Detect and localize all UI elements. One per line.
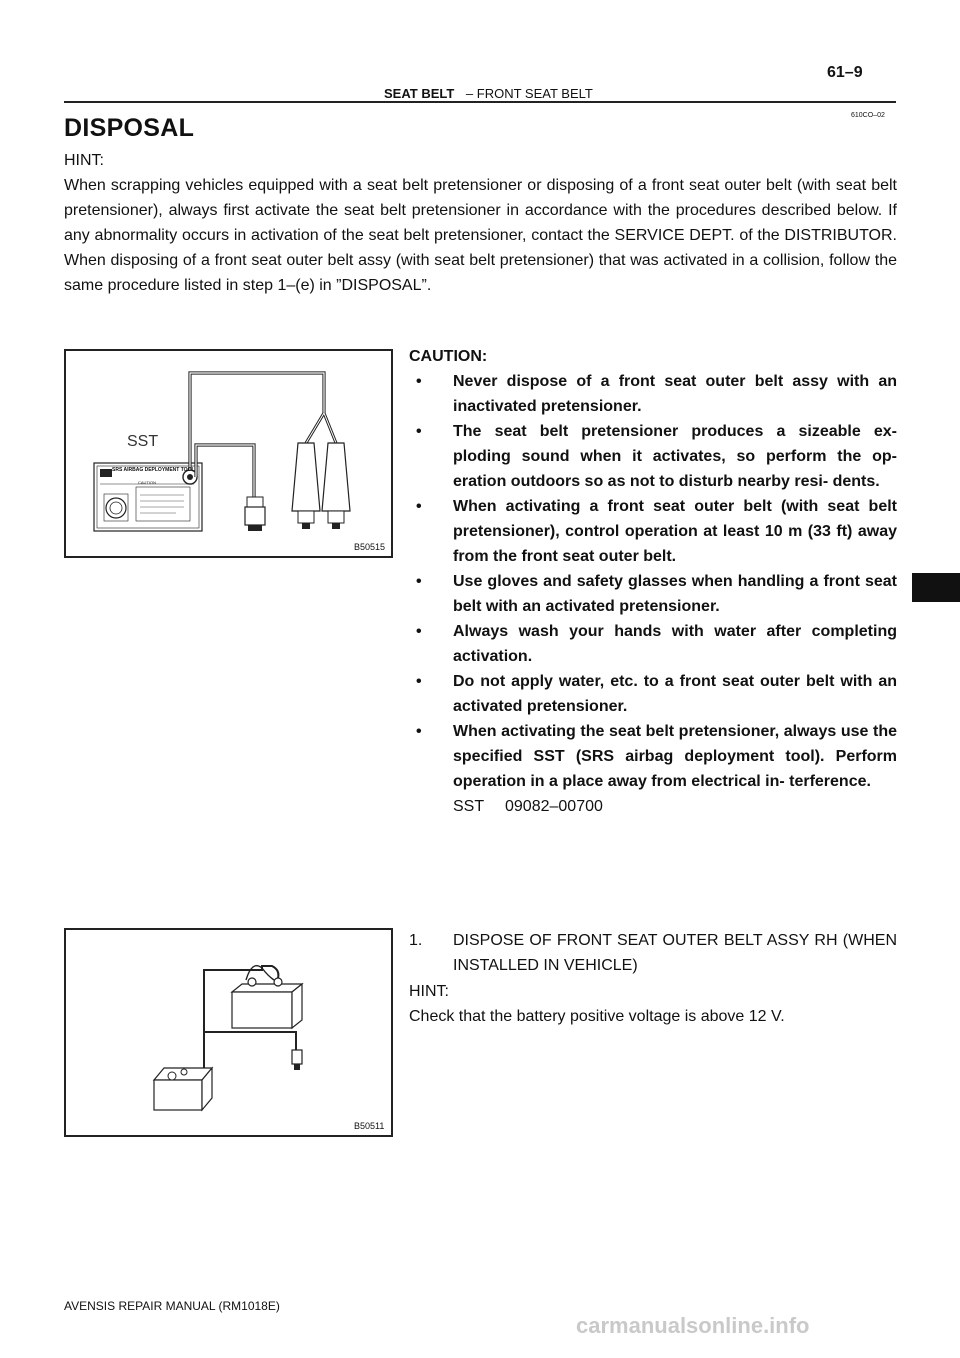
hint-label-2: HINT:	[409, 983, 449, 1000]
bullet-icon: •	[416, 498, 422, 515]
section-tab-marker	[912, 573, 960, 602]
step-number: 1.	[409, 932, 423, 949]
section-header-sub: – FRONT SEAT BELT	[465, 86, 593, 101]
page-number: 61–9	[827, 64, 863, 81]
caution-label: CAUTION:	[409, 348, 488, 365]
figure-battery-wiring	[64, 928, 393, 1137]
bullet-icon: •	[416, 673, 422, 690]
device-label: SRS AIRBAG DEPLOYMENT TOOL	[112, 467, 195, 473]
sst-label: SST	[453, 798, 485, 815]
watermark: carmanualsonline.info	[576, 1313, 810, 1338]
caution-text: The seat belt pretensioner produces a sizeable ex- ploding sound when it activates, so perform the op- eration outdoors so as not to disturb nearby resi- dents.	[453, 423, 897, 490]
step-1	[409, 928, 897, 978]
document-code: 610CO–02	[851, 112, 885, 119]
bullet-icon: •	[416, 723, 422, 740]
figure-code: B50515	[354, 542, 386, 552]
caution-text: Do not apply water, etc. to a front seat outer belt with an activated pretensioner.	[453, 673, 897, 715]
hint-label: HINT:	[64, 152, 104, 169]
header-rule	[64, 101, 896, 103]
list-item	[409, 719, 897, 794]
device-sublabel: CAUTION	[138, 480, 156, 485]
sst-part-number	[409, 794, 897, 819]
caution-text: When activating a front seat outer belt (with seat belt pretensioner), control operation at least 10 m (33 ft) away from the front seat outer belt.	[453, 498, 897, 565]
figure-sst-tool	[64, 349, 393, 558]
footer-manual-title: AVENSIS REPAIR MANUAL (RM1018E)	[64, 1299, 280, 1313]
figure-code: B50511	[354, 1121, 385, 1131]
caution-text: Never dispose of a front seat outer belt assy with an inactivated pretensioner.	[453, 373, 897, 415]
section-header-bold: SEAT BELT	[384, 86, 455, 101]
sst-number: 09082–00700	[505, 798, 603, 815]
step-text: DISPOSE OF FRONT SEAT OUTER BELT ASSY RH (WHEN INSTALLED IN VEHICLE)	[453, 932, 897, 974]
sst-tool-illustration	[66, 351, 391, 556]
list-item	[409, 419, 897, 494]
caution-block	[409, 344, 897, 819]
hint-text: When scrapping vehicles equipped with a seat belt pretensioner or disposing of a front seat outer belt (with seat belt pretensioner), always first activate the seat belt pretensioner in accordance with the procedures described below. If any abnormality occurs in activation of the seat belt pretensioner, contact the SERVICE DEPT. of the DISTRIBUTOR. When disposing of a front seat outer belt assy (with seat belt pretensioner) that was activated in a collision, follow the same procedure listed in step 1–(e) in ”DISPOSAL”.	[64, 177, 897, 294]
hint-text-2: Check that the battery positive voltage is above 12 V.	[409, 1008, 785, 1025]
bullet-icon: •	[416, 573, 422, 590]
battery-wiring-illustration	[66, 930, 391, 1135]
list-item	[409, 494, 897, 569]
list-item	[409, 669, 897, 719]
section-header	[384, 86, 593, 101]
page-title: DISPOSAL	[64, 114, 195, 142]
sst-label: SST	[127, 433, 159, 450]
caution-list	[409, 369, 897, 794]
bullet-icon: •	[416, 423, 422, 440]
bullet-icon: •	[416, 623, 422, 640]
list-item	[409, 369, 897, 419]
caution-text: When activating the seat belt pretensioner, always use the specified SST (SRS airbag deployment tool). Perform operation in a place away from electrical in- terference.	[453, 723, 897, 790]
list-item	[409, 619, 897, 669]
caution-text: Always wash your hands with water after completing activation.	[453, 623, 897, 665]
list-item	[409, 569, 897, 619]
caution-text: Use gloves and safety glasses when handling a front seat belt with an activated pretensioner.	[453, 573, 897, 615]
bullet-icon: •	[416, 373, 422, 390]
